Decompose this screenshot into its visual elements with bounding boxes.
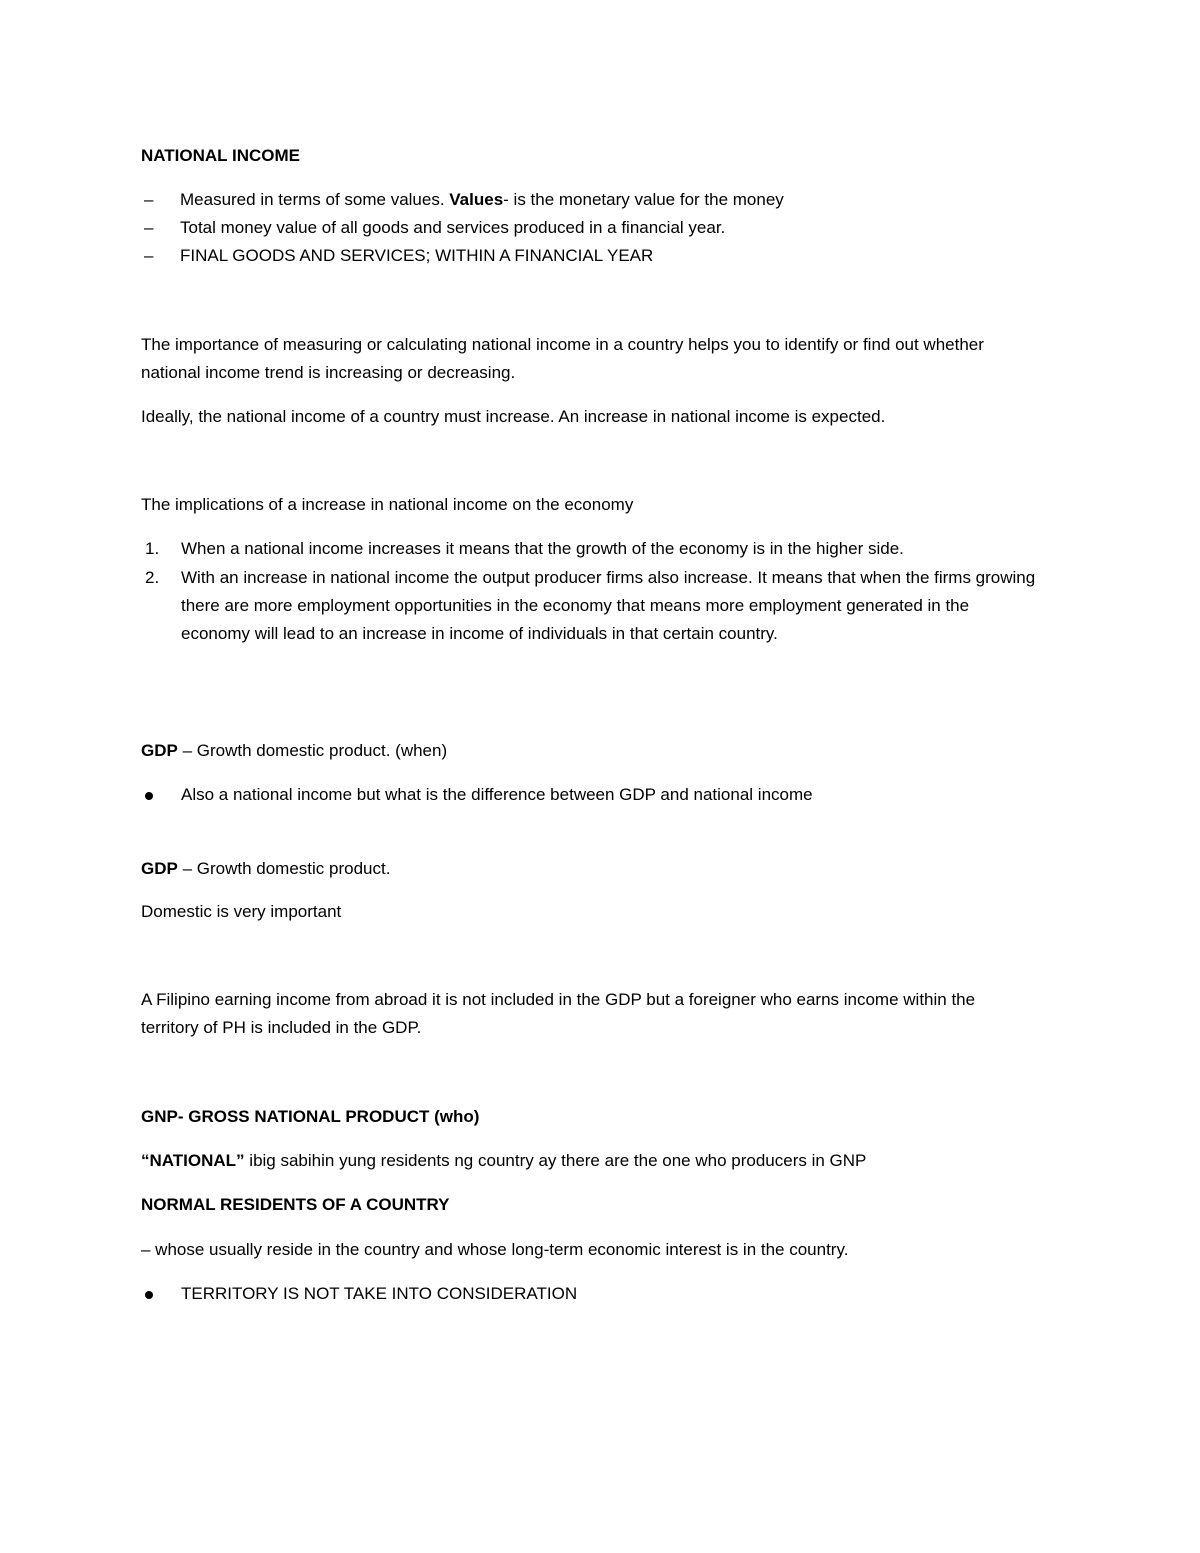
bullet-icon [145,792,153,800]
section-heading-implications: The implications of a increase in national income on the economy [141,495,634,514]
gdp-heading [141,737,1041,765]
text-segment: ibig sabihin yung residents ng country ay there are the one who producers in GNP [244,1151,867,1170]
text-segment: – Growth domestic product. [177,859,391,878]
normal-residents-heading: NORMAL RESIDENTS OF A COUNTRY [141,1195,450,1214]
list-item-text [180,186,784,214]
dash-marker: – [144,246,154,265]
list-item-text: TERRITORY IS NOT TAKE INTO CONSIDERATION [181,1284,578,1303]
dash-marker: – [144,190,154,209]
text-segment: Measured in terms of some values. [180,190,450,209]
bold-term: Values [449,190,504,209]
list-item-text: Also a national income but what is the difference between GDP and national income [181,785,813,804]
number-marker: 2. [145,568,160,587]
gdp-heading [141,855,1041,883]
paragraph-ideally: Ideally, the national income of a country must increase. An increase in national income is expected. [141,407,886,426]
text-segment: – Growth domestic product. (when) [177,741,448,760]
bullet-icon [145,1291,153,1299]
paragraph-normal-definition: – whose usually reside in the country and whose long-term economic interest is in the country. [141,1240,849,1259]
bold-term: “NATIONAL” [141,1151,245,1170]
bold-term: GDP [141,741,178,760]
list-item-text: FINAL GOODS AND SERVICES; WITHIN A FINANCIAL YEAR [180,246,654,265]
page-title: NATIONAL INCOME [141,146,300,165]
list-item-text: When a national income increases it means that the growth of the economy is in the higher side. [181,539,904,558]
list-item-text: With an increase in national income the output producer firms also increase. It means that when the firms growing there are more employment opportunities in the economy that means more employment generated in the economy will lead to an increase in income of individuals in that certain country. [181,568,1036,643]
paragraph-importance: The importance of measuring or calculating national income in a country helps you to identify or find out whether national income trend is increasing or decreasing. [141,335,984,382]
number-marker: 1. [145,539,160,558]
dash-marker: – [144,218,154,237]
paragraph-domestic: Domestic is very important [141,902,342,921]
bold-term: GDP [141,859,178,878]
paragraph-national [141,1147,1041,1175]
paragraph-filipino: A Filipino earning income from abroad it is not included in the GDP but a foreigner who earns income within the territory of PH is included in the GDP. [141,990,976,1037]
list-item-text: Total money value of all goods and services produced in a financial year. [180,218,726,237]
text-segment: - is the monetary value for the money [503,190,784,209]
gnp-heading: GNP- GROSS NATIONAL PRODUCT (who) [141,1107,480,1126]
